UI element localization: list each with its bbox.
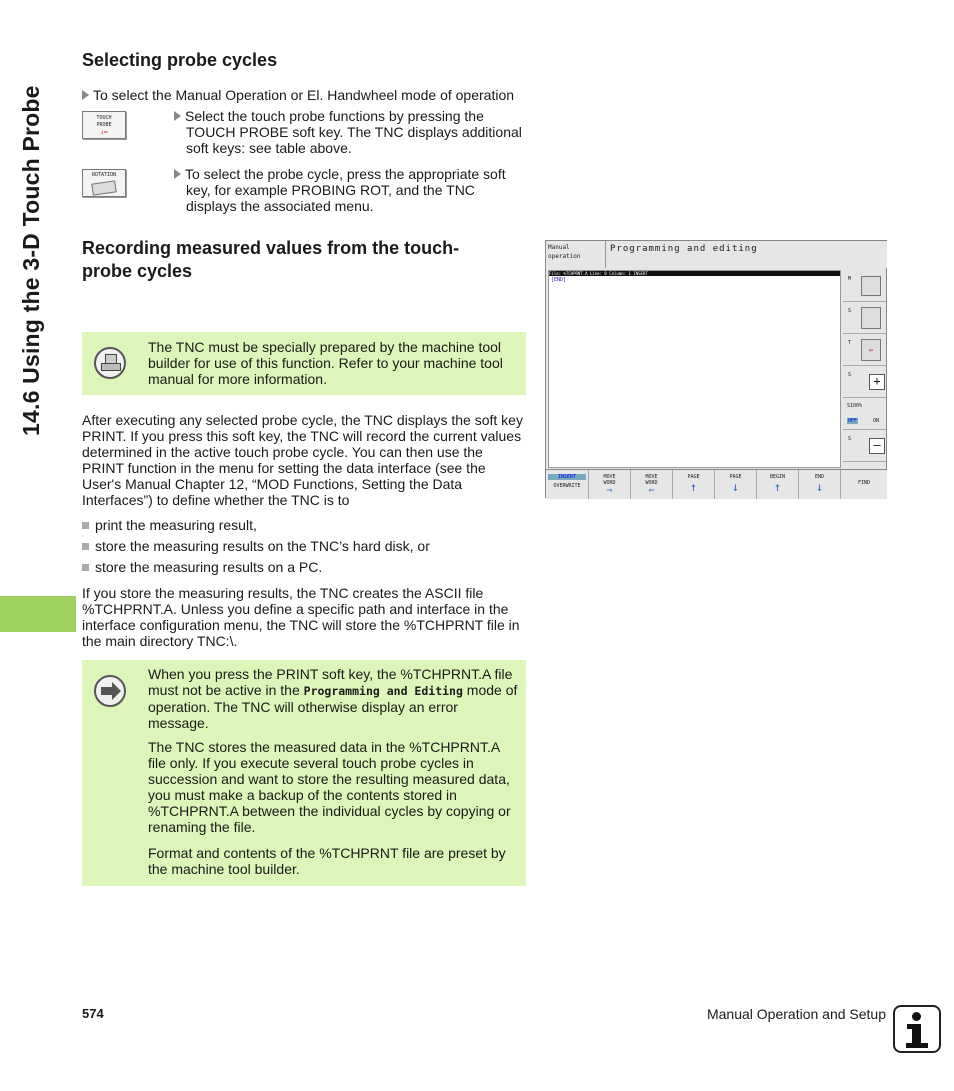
- step-arrow-icon: [82, 90, 89, 100]
- plus-icon: +: [869, 374, 885, 390]
- probe-icon: ↓═: [100, 129, 108, 136]
- note1-text: The TNC must be specially prepared by the machine tool builder for use of this function. Refer to your machine tool manual for more information.: [148, 339, 503, 387]
- machine-tool-icon: [94, 347, 126, 379]
- side-softkey-m[interactable]: M: [843, 270, 886, 302]
- arrow-down-icon: ↓: [731, 480, 740, 494]
- softkey-move-word-left[interactable]: MOVE WORD ⇐: [631, 470, 673, 499]
- step-arrow-icon: [174, 169, 181, 179]
- bullet-list: [82, 517, 526, 575]
- minus-icon: –: [869, 438, 885, 454]
- arrow-down-icon: ↓: [815, 480, 824, 494]
- note2-text: When you press the PRINT soft key, the %TCHPRNT.A file must not be active in the Programming and Editing mode of operation. The TNC will otherwise display an error message. The TNC stores the measured data in the %TCHPRNT.A file only. If you execute several touch probe cycles in succession and want to store the resulting measured data, you must make a backup of the contents stored in %TCHPRNT.A between the individual cycles by copying or renaming the file. Format and contents of the %TCHPRNT file are preset by the machine tool builder.: [148, 666, 518, 877]
- side-softkey-t[interactable]: T ↔: [843, 334, 886, 366]
- softkey-page-down[interactable]: PAGE ↓: [715, 470, 757, 499]
- step-select-mode: To select the Manual Operation or El. Handwheel mode of operation: [82, 87, 514, 103]
- tnc-screen-screenshot: [545, 240, 887, 498]
- rotation-softkey[interactable]: ROTATION: [82, 169, 126, 197]
- arrow-left-icon: ⇐: [648, 485, 655, 496]
- screen-bottom-softkeys: [546, 469, 887, 499]
- step-touch-probe: Select the touch probe functions by pressing the TOUCH PROBE soft key. The TNC displays additional soft keys: see table above.: [174, 108, 529, 156]
- chapter-title: 14.6 Using the 3-D Touch Probe: [18, 85, 44, 436]
- chapter-tab-marker: [0, 596, 76, 632]
- screen-first-line: [END]: [551, 277, 567, 283]
- side-softkey-s[interactable]: S: [843, 302, 886, 334]
- softkey-page-up[interactable]: PAGE ↑: [673, 470, 715, 499]
- step-probe-cycle: To select the probe cycle, press the appropriate soft key, for example PROBING ROT, and the TNC displays the associated menu.: [174, 166, 529, 214]
- page-number: 574: [82, 1006, 104, 1021]
- list-item: store the measuring results on a PC.: [82, 559, 526, 575]
- section-heading-selecting: Selecting probe cycles: [82, 50, 278, 70]
- softkey-find[interactable]: FIND: [841, 470, 887, 499]
- side-softkey-spindle-plus[interactable]: S +: [843, 366, 886, 398]
- paragraph-ascii-file: If you store the measuring results, the TNC creates the ASCII file %TCHPRNT.A. Unless you define a specific path and interface in the interface configuration menu, the TNC will store the %TCHPRNT file in the main directory TNC:\.: [82, 585, 520, 649]
- softkey-begin[interactable]: BEGIN ↑: [757, 470, 799, 499]
- side-softkey-override[interactable]: S100% OFF ON: [843, 398, 886, 430]
- rotated-workpiece-icon: [91, 180, 116, 195]
- softkey-end[interactable]: END ↓: [799, 470, 841, 499]
- touch-probe-softkey[interactable]: TOUCH PROBE ↓═: [82, 111, 126, 139]
- note-print-softkey: [82, 660, 526, 886]
- softkey-move-word-right[interactable]: MOVE WORD ⇒: [589, 470, 631, 499]
- screen-header: Programming and editing: [606, 241, 887, 268]
- screen-mode-label: Manual operation: [546, 241, 606, 268]
- list-item: print the measuring result,: [82, 517, 526, 533]
- section-heading-recording: Recording measured values from the touch- probe cycles: [82, 238, 460, 281]
- footer-section-name: Manual Operation and Setup: [706, 1006, 886, 1022]
- step-arrow-icon: [174, 111, 181, 121]
- arrow-right-icon: [94, 675, 126, 707]
- paragraph-print-function: After executing any selected probe cycle, the TNC displays the soft key PRINT. If you press this soft key, the TNC will record the current values determined in the active touch probe cycle. You can then use the PRINT function in the menu for setting the data interface (see the User's Manual Chapter 12, “MOD Functions, Setting the Data Interfaces”) to define whether the TNC is to: [82, 412, 523, 508]
- screen-status-line: File: %TCHPRNT.A Line: 0 Column: 1 INSERT: [549, 271, 840, 276]
- side-softkey-spindle-minus[interactable]: S –: [843, 430, 886, 462]
- screen-editor: [548, 270, 841, 468]
- info-icon: [893, 1005, 941, 1053]
- note-machine-builder: [82, 332, 526, 395]
- arrow-up-icon: ↑: [773, 480, 782, 494]
- list-item: store the measuring results on the TNC’s hard disk, or: [82, 538, 526, 554]
- arrow-up-icon: ↑: [689, 480, 698, 494]
- screen-side-softkeys: [843, 270, 886, 466]
- softkey-insert-overwrite[interactable]: INSERT OVERWRITE: [546, 470, 589, 499]
- arrow-right-icon: ⇒: [606, 485, 613, 496]
